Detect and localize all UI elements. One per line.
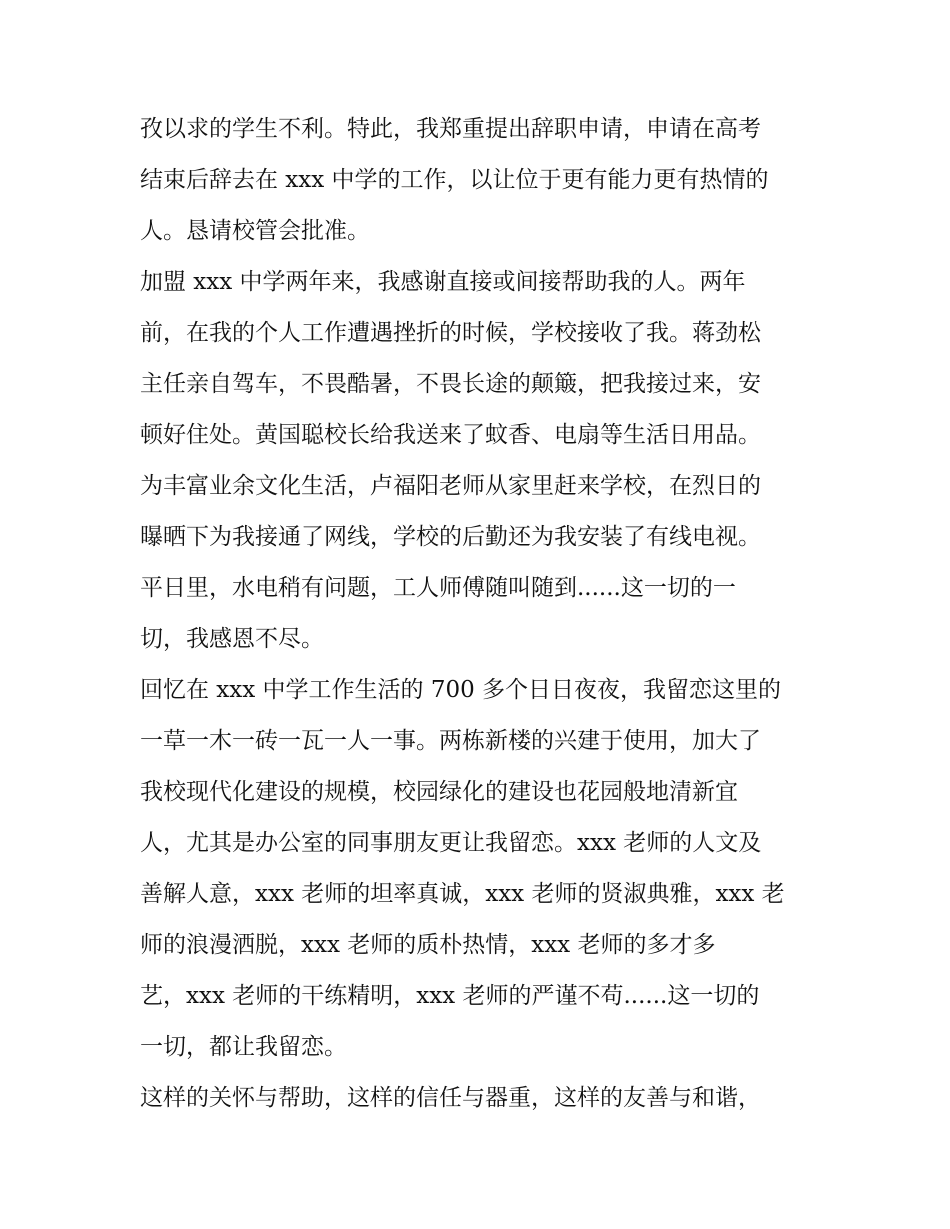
- text-line: 善解人意，xxx 老师的坦率真诚，xxx 老师的贤淑典雅，xxx 老: [140, 881, 785, 907]
- text-line: 切，我感恩不尽。: [140, 626, 324, 652]
- text-line: 前，在我的个人工作遭遇挫折的时候，学校接收了我。蒋劲松: [140, 320, 761, 346]
- letter-body: [140, 104, 820, 1124]
- text-line: 一切，都让我留恋。: [140, 1034, 347, 1060]
- text-line: 人，尤其是办公室的同事朋友更让我留恋。xxx 老师的人文及: [140, 830, 762, 856]
- text-line: 主任亲自驾车，不畏酷暑，不畏长途的颠簸，把我接过来，安: [140, 371, 761, 397]
- text-line: 回忆在 xxx 中学工作生活的 700 多个日日夜夜，我留恋这里的: [140, 677, 782, 703]
- text-line: 艺，xxx 老师的干练精明，xxx 老师的严谨不苟......这一切的: [140, 983, 760, 1009]
- text-line: 孜以求的学生不利。特此，我郑重提出辞职申请，申请在高考: [140, 116, 761, 142]
- text-line: 加盟 xxx 中学两年来，我感谢直接或间接帮助我的人。两年: [140, 269, 746, 295]
- text-line: 平日里，水电稍有问题，工人师傅随叫随到......这一切的一: [140, 575, 736, 601]
- text-line: 这样的关怀与帮助，这样的信任与器重，这样的友善与和谐，: [140, 1085, 761, 1111]
- text-line: 曝晒下为我接通了网线，学校的后勤还为我安装了有线电视。: [140, 524, 761, 550]
- text-line: 一草一木一砖一瓦一人一事。两栋新楼的兴建于使用，加大了: [140, 728, 761, 754]
- text-line: 为丰富业余文化生活，卢福阳老师从家里赶来学校，在烈日的: [140, 473, 761, 499]
- text-line: 人。恳请校管会批准。: [140, 218, 370, 244]
- text-line: 顿好住处。黄国聪校长给我送来了蚊香、电扇等生活日用品。: [140, 422, 761, 448]
- text-line: 我校现代化建设的规模，校园绿化的建设也花园般地清新宜: [140, 779, 738, 805]
- text-line: 师的浪漫洒脱，xxx 老师的质朴热情，xxx 老师的多才多: [140, 932, 716, 958]
- text-line: 结束后辞去在 xxx 中学的工作，以让位于更有能力更有热情的: [140, 167, 769, 193]
